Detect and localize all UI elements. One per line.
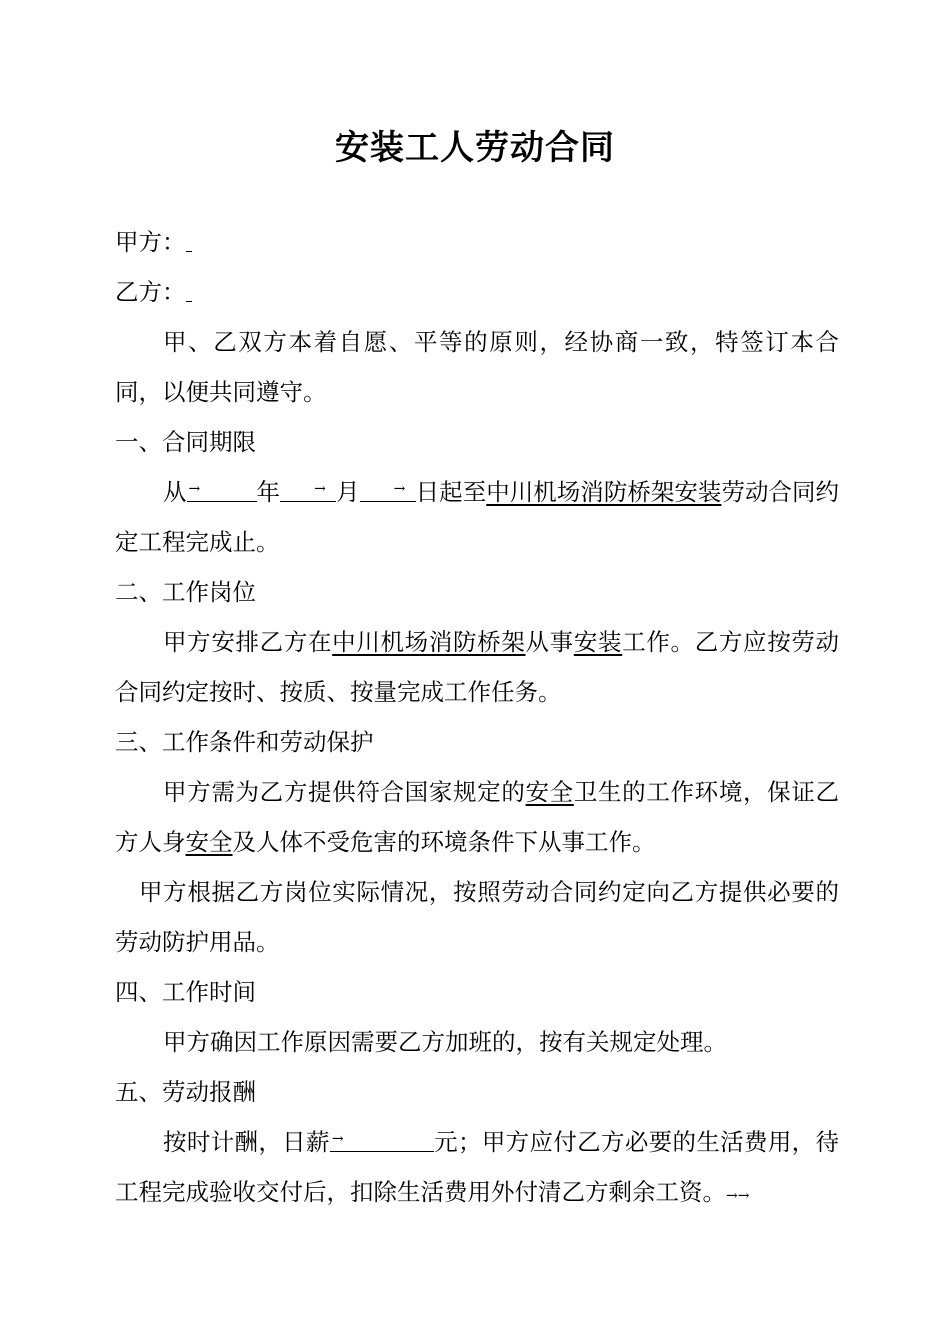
text: 月	[336, 478, 360, 506]
day-blank[interactable]	[360, 476, 416, 502]
section-2-paragraph	[115, 617, 839, 717]
month-blank[interactable]	[280, 476, 336, 502]
section-5-heading: 五、劳动报酬	[115, 1078, 256, 1106]
section-5-paragraph	[115, 1117, 839, 1221]
tab-mark-icon: →	[737, 1188, 750, 1204]
section-3-paragraph-1	[115, 767, 839, 867]
party-a-label: 甲方：	[115, 228, 186, 256]
section-1-heading: 一、合同期限	[115, 428, 256, 456]
text: 工作。乙方应按劳动合同约定按时、按质、按量完成工作任务。	[115, 628, 840, 706]
section-2-heading: 二、工作岗位	[115, 578, 256, 606]
text: 按时计酬，日薪	[163, 1128, 330, 1156]
daily-wage-blank[interactable]	[330, 1126, 434, 1152]
text: 甲方安排乙方在	[163, 628, 333, 656]
party-a-blank[interactable]	[186, 226, 192, 252]
job-type: 安装	[573, 628, 623, 656]
text: 从事	[525, 628, 574, 656]
section-3-paragraph-2: 甲方根据乙方岗位实际情况，按照劳动合同约定向乙方提供必要的劳动防护用品。	[115, 878, 839, 956]
text: 年	[256, 478, 281, 506]
text: 甲方需为乙方提供符合国家规定的	[163, 778, 526, 806]
tab-mark-icon: →	[393, 481, 406, 497]
text: 安全	[185, 828, 233, 856]
contract-body	[115, 217, 839, 1221]
tab-mark-icon: →	[331, 1131, 344, 1147]
party-b-blank[interactable]	[186, 276, 192, 302]
party-a-line	[115, 217, 839, 267]
text: 日起至	[415, 478, 487, 506]
text: 及人体不受危害的环境条件下从事工作。	[232, 828, 656, 856]
section-3-heading: 三、工作条件和劳动保护	[115, 728, 374, 756]
section-1-paragraph	[115, 467, 839, 567]
project-name: 中川机场消防桥架安装	[486, 478, 722, 506]
tab-mark-icon: →	[314, 481, 326, 497]
text: 元；甲方应付乙方必要的生活费用，待工程完成验收交付后，扣除生活费用外付清乙方剩余工资。	[115, 1128, 840, 1206]
party-b-label: 乙方：	[115, 278, 186, 306]
text: 从	[163, 478, 187, 506]
section-4-heading: 四、工作时间	[115, 978, 256, 1006]
year-blank[interactable]	[187, 476, 257, 502]
work-place: 中川机场消防桥架	[332, 628, 526, 656]
intro-paragraph: 甲、乙双方本着自愿、平等的原则，经协商一致，特签订本合同，以便共同遵守。	[115, 328, 839, 406]
tab-mark-icon: →	[188, 481, 201, 497]
tab-mark-icon: →	[726, 1188, 738, 1204]
text: 劳动合同约定工程完成止。	[115, 478, 840, 556]
text: 安全	[525, 778, 574, 806]
document-title: 安装工人劳动合同	[335, 128, 615, 168]
text: 卫生的工作环境，保证乙方人身	[115, 778, 840, 856]
party-b-line	[115, 267, 839, 317]
section-4-paragraph: 甲方确因工作原因需要乙方加班的，按有关规定处理。	[163, 1028, 727, 1056]
